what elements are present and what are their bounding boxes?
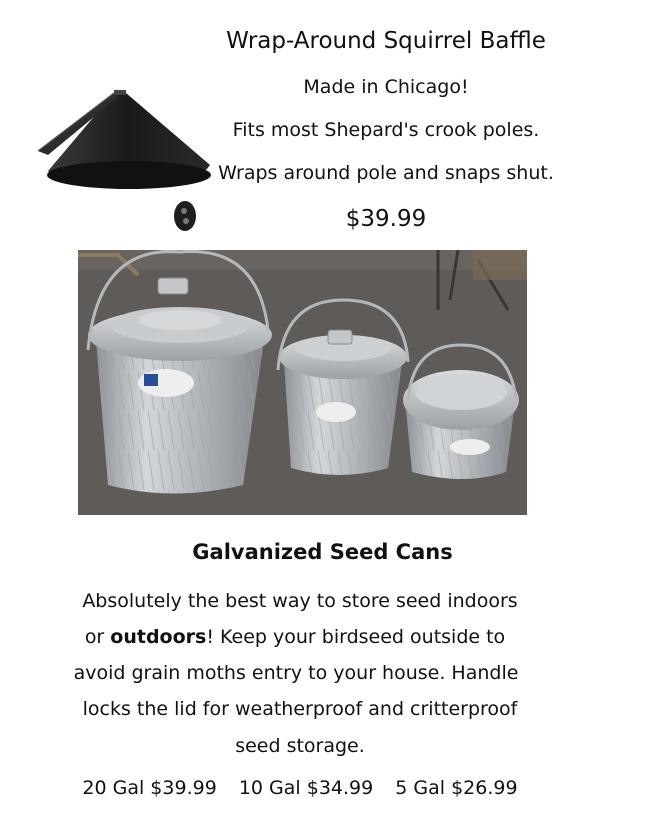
cans-description-line: seed storage. [235,735,365,757]
cans-description-text: ! Keep your birdseed outside to [206,626,506,648]
outdoors-emphasis: outdoors [110,626,207,648]
price-20-gal: 20 Gal $39.99 [82,777,217,799]
baffle-usage-text: Wraps around pole and snaps shut. [218,162,554,184]
price-10-gal: 10 Gal $34.99 [238,777,374,799]
baffle-price: $39.99 [345,206,427,232]
seed-cans-title: Galvanized Seed Cans [192,540,453,564]
baffle-clip-image [172,199,198,233]
cans-price-list [0,777,600,799]
cans-description-text: or [84,626,111,648]
seed-cans-photo [78,250,527,515]
baffle-cone-image [34,85,214,195]
price-5-gal: 5 Gal $26.99 [395,777,518,799]
cans-description-line: locks the lid for weatherproof and critterproof [82,698,518,720]
baffle-fit-text: Fits most Shepard's crook poles. [232,119,540,141]
baffle-origin-text: Made in Chicago! [303,76,469,98]
cans-description-line: Absolutely the best way to store seed indoors [82,590,518,612]
baffle-title: Wrap-Around Squirrel Baffle [226,28,546,54]
cans-description-line [0,626,595,648]
cans-description-line: avoid grain moths entry to your house. Handle [73,662,519,684]
